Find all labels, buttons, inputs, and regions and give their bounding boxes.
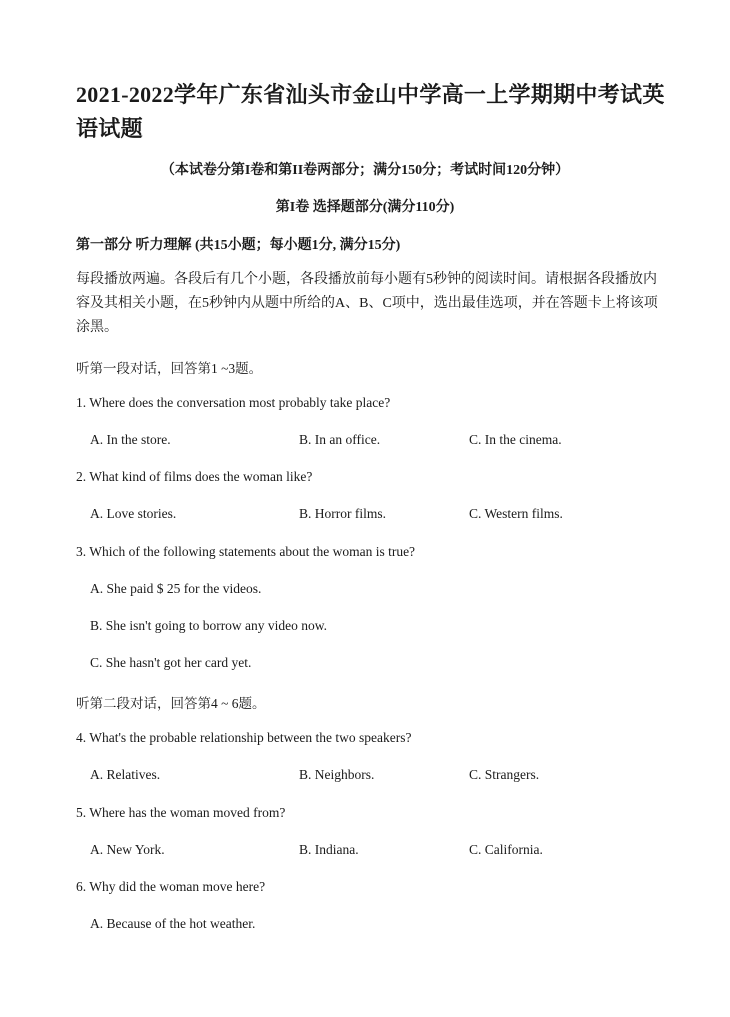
question-5-option-a: A. New York. [90,842,165,857]
exam-title: 2021-2022学年广东省汕头市金山中学高一上学期期中考试英语试题 [76,82,665,141]
section-title: 第一部分 听力理解 (共15小题；每小题1分, 满分15分) [76,238,401,253]
question-3: 3. Which of the following statements about the woman is true? [76,544,416,559]
question-6-option-a: A. Because of the hot weather. [90,916,256,931]
question-3-option-a: A. She paid $ 25 for the videos. [90,581,262,596]
exam-subtitle: （本试卷分第I卷和第II卷两部分；满分150分；考试时间120分钟） [160,163,570,178]
part-title: 第I卷 选择题部分(满分110分) [275,200,455,215]
question-4-option-a: A. Relatives. [90,767,161,782]
question-4-option-c: C. Strangers. [469,767,540,782]
question-1-option-a: A. In the store. [90,432,171,447]
question-5: 5. Where has the woman moved from? [76,805,286,820]
question-2-option-a: A. Love stories. [90,506,177,521]
dialog-2-heading: 听第二段对话，回答第4 ~ 6题。 [76,696,266,711]
question-4: 4. What's the probable relationship between the two speakers? [76,730,412,745]
question-2-option-c: C. Western films. [469,506,563,521]
question-1-option-b: B. In an office. [299,432,381,447]
question-4-option-b: B. Neighbors. [299,767,375,782]
question-1-option-c: C. In the cinema. [469,432,562,447]
question-1: 1. Where does the conversation most probably take place? [76,395,391,410]
question-3-option-c: C. She hasn't got her card yet. [90,655,252,670]
question-6: 6. Why did the woman move here? [76,879,266,894]
question-3-option-b: B. She isn't going to borrow any video now. [90,618,328,633]
question-5-option-b: B. Indiana. [299,842,359,857]
instructions-paragraph: 每段播放两遍。各段后有几个小题，各段播放前每小题有5秒钟的阅读时间。请根据各段播放内容及其相关小题，在5秒钟内从题中所给的A、B、C项中，选出最佳选项，并在答题卡上将该项涂黑。 [76,272,658,335]
question-2: 2. What kind of films does the woman like? [76,469,313,484]
dialog-1-heading: 听第一段对话，回答第1 ~3题。 [76,361,263,376]
question-5-option-c: C. California. [469,842,543,857]
question-2-option-b: B. Horror films. [299,506,386,521]
